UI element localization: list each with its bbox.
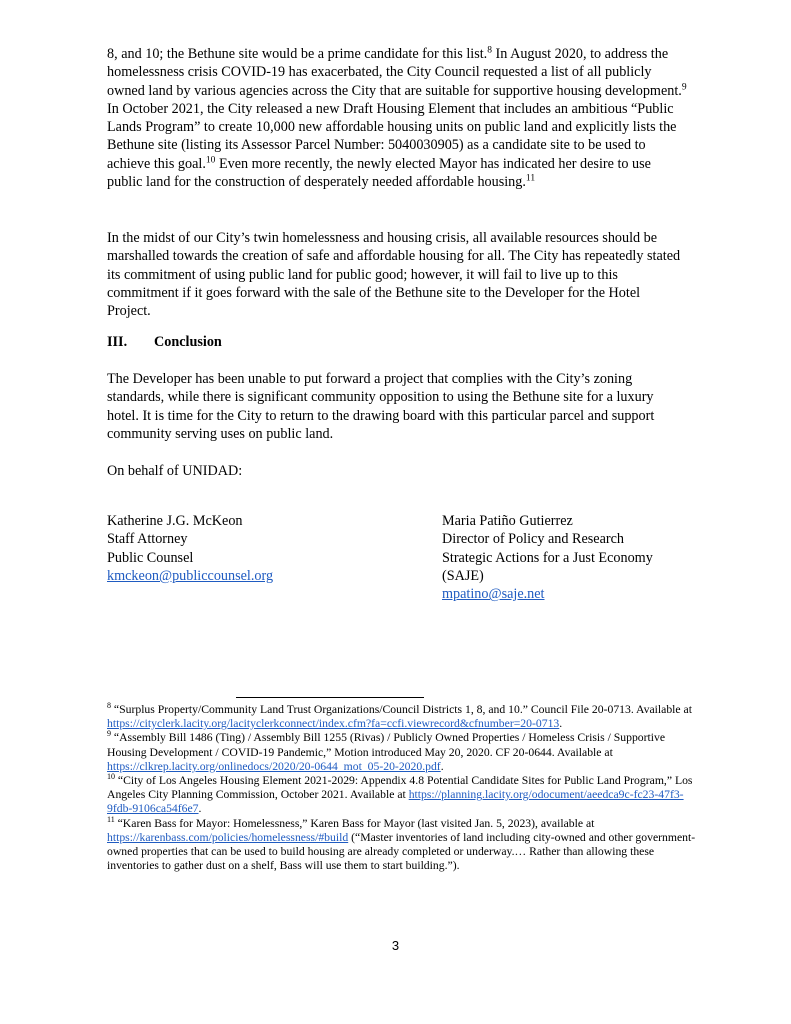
footnote-number: 10 [107, 772, 115, 782]
email-link[interactable]: mpatino@saje.net [442, 586, 545, 603]
footnote-9 [107, 731, 707, 774]
footnote-text: . [440, 759, 444, 773]
footnote-text: “City of Los Angeles Housing Element 2021-2029: Appendix 4.8 Potential Candidate Sites for Public Land Program,” Los Angeles City Planning Commission, October 2021. Available at [107, 774, 693, 802]
footnote-text: “Assembly Bill 1486 (Ting) / Assembly Bill 1255 (Rivas) / Publicly Owned Properties / Homeless Crisis / Supportive Housing Development / COVID-19 Pandemic,” Motion introduced May 20, 2020. CF 20-0644. Available at [107, 731, 666, 759]
footnote-text: . [198, 802, 202, 816]
footnote-number: 9 [107, 729, 111, 739]
section-number: III. [107, 334, 128, 350]
section-title: Conclusion [154, 334, 222, 350]
footnote-10 [107, 774, 707, 817]
footnote-divider [236, 697, 424, 698]
footnote-link[interactable]: https://karenbass.com/policies/homelessness/#build [107, 830, 349, 844]
signatory-organization-abbrev: (SAJE) [442, 567, 484, 584]
footnote-link[interactable]: https://cityclerk.lacity.org/lacityclerkconnect/index.cfm?fa=ccfi.viewrecord&cfnumber=20-0713 [107, 717, 560, 731]
signatory-organization: Strategic Actions for a Just Economy [442, 549, 653, 566]
footnote-number: 8 [107, 701, 111, 711]
signature-block-left [107, 512, 273, 585]
signatory-title: Director of Policy and Research [442, 531, 625, 548]
paragraph-text: Even more recently, the newly elected Mayor has indicated her desire to use public land for the construction of desperately needed affordable housing. [107, 155, 651, 191]
footnote-11 [107, 814, 707, 874]
footnotes [107, 703, 707, 873]
signatory-title: Staff Attorney [107, 531, 188, 548]
paragraph-text: In October 2021, the City released a new Draft Housing Element that includes an ambitious “Public Lands Program” to create 10,000 new affordable housing units on public land and explicitly lists the Bethune site (listing its Assessor Parcel Number: 5040030905) as a candidate site to be used to achieve this goal. [107, 100, 677, 172]
footnote-text: (“Master inventories of land including city-owned and other government-owned properties that can be used to build housing are already completed or underway.… Rather than allowing these inventories to gather dust on a shelf, Bass will use them to start building.”). [107, 830, 696, 873]
conclusion-paragraph: The Developer has been unable to put forward a project that complies with the City’s zoning standards, while there is significant community opposition to using the Bethune site for a luxury hotel. It is time for the City to return to the drawing board with this particular parcel and support community serving uses on public land. [107, 371, 655, 442]
closing-line: On behalf of UNIDAD: [107, 463, 243, 479]
footnote-ref-11[interactable]: 11 [525, 173, 536, 184]
body-paragraph-2: In the midst of our City’s twin homelessness and housing crisis, all available resources should be marshalled towards the creation of safe and affordable housing for all. The City has repeatedly stated its commitment of using public land for public good; however, it will fail to live up to this commitment if it goes forward with the sale of the Bethune site to the Developer for the Hotel Project. [107, 230, 681, 320]
footnote-ref-8[interactable]: 8 [487, 45, 492, 56]
footnote-ref-9[interactable]: 9 [681, 81, 687, 92]
signature-block-right [442, 512, 653, 603]
signatory-name: Maria Patiño Gutierrez [442, 513, 573, 529]
signatory-organization: Public Counsel [107, 549, 194, 566]
footnote-link[interactable]: https://clkrep.lacity.org/onlinedocs/2020/20-0644_mot_05-20-2020.pdf [107, 759, 441, 773]
page-number: 3 [391, 938, 400, 953]
footnote-ref-10[interactable]: 10 [205, 155, 216, 166]
footnote-link[interactable]: https://planning.lacity.org/odocument/aeedca9c-fc23-47f3-9fdb-9106ca54f6e7 [107, 788, 684, 816]
footnote-8 [107, 703, 707, 731]
footnote-text: “Surplus Property/Community Land Trust Organizations/Council Districts 1, 8, and 10.” Council File 20-0713. Available at [111, 703, 692, 716]
paragraph-text: In August 2020, to address the homelessness crisis COVID-19 has exacerbated, the City Council requested a list of all publicly owned land by various agencies across the City that are suitable for supportive housing development. [107, 46, 682, 99]
body-paragraph-1 [107, 45, 687, 191]
email-link[interactable]: kmckeon@publiccounsel.org [107, 567, 274, 584]
footnote-number: 11 [107, 814, 115, 824]
footnote-text: . [559, 717, 563, 731]
section-heading [107, 333, 222, 351]
paragraph-text: 8, and 10; the Bethune site would be a prime candidate for this list. [107, 46, 488, 62]
signatory-name: Katherine J.G. McKeon [107, 513, 243, 529]
footnote-text: “Karen Bass for Mayor: Homelessness,” Karen Bass for Mayor (last visited Jan. 5, 2023), available at [114, 816, 595, 830]
